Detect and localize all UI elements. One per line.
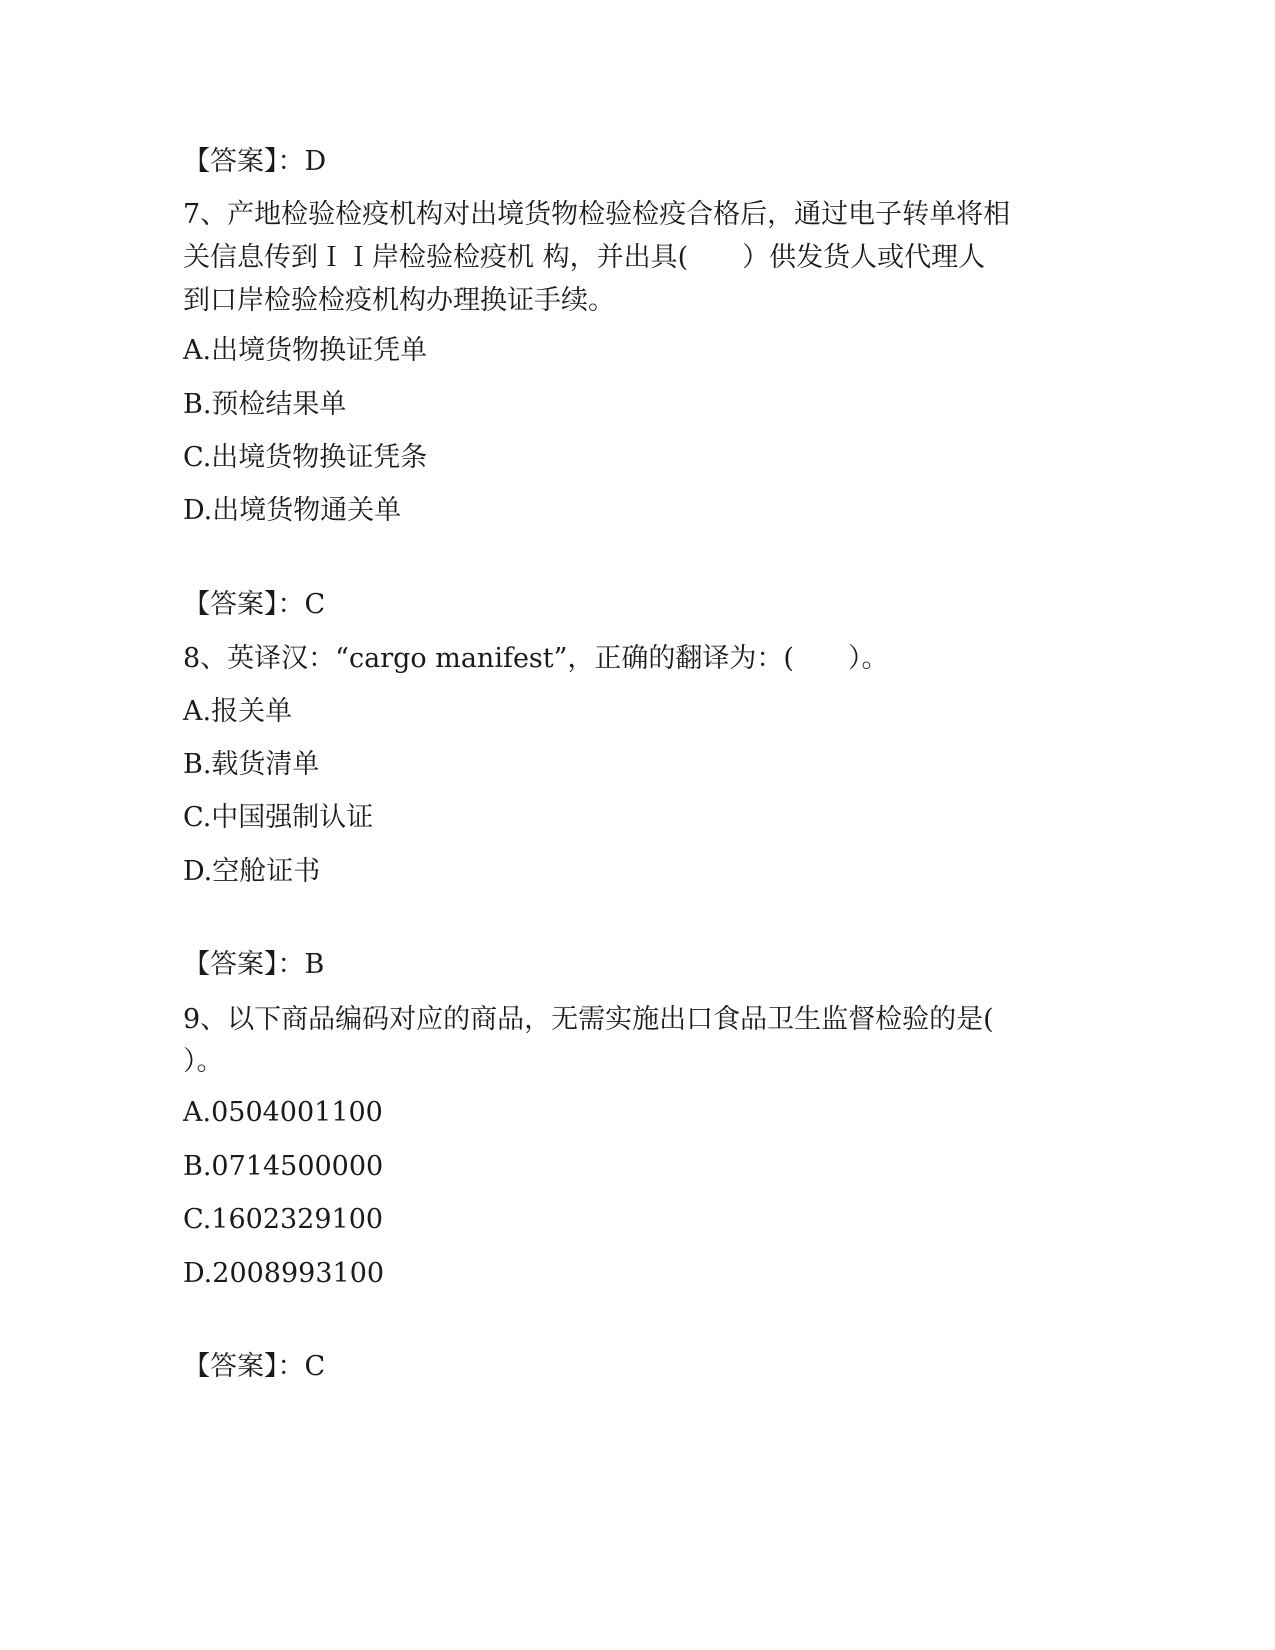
answer-q8: 【答案】：B: [183, 949, 325, 980]
question-9-option-a: A.0504001100: [183, 1097, 383, 1128]
question-9-stem-line-2: ）。: [183, 1046, 224, 1077]
question-8-option-b: B.载货清单: [183, 749, 320, 780]
question-9-stem-line-1: 9、以下商品编码对应的商品，无需实施出口食品卫生监督检验的是(: [183, 1004, 994, 1035]
question-8-option-a: A.报关单: [183, 696, 293, 727]
question-7-option-a: A.出境货物换证凭单: [183, 335, 428, 366]
question-7-stem-line-3: 到口岸检验检疫机构办理换证手续。: [183, 285, 615, 316]
question-9-option-b: B.0714500000: [183, 1151, 384, 1182]
question-8-option-d: D.空舱证书: [183, 856, 321, 887]
question-7-option-c: C.出境货物换证凭条: [183, 442, 428, 473]
answer-q6: 【答案】：D: [183, 146, 327, 177]
answer-q7: 【答案】：C: [183, 589, 326, 620]
question-9-option-c: C.1602329100: [183, 1204, 384, 1235]
question-7-stem-line-2: 关信息传到ＩＩ岸检验检疫机 构，并出具( ）供发货人或代理人: [183, 242, 986, 273]
question-8-option-c: C.中国强制认证: [183, 802, 374, 833]
question-9-option-d: D.2008993100: [183, 1258, 385, 1289]
question-7-option-d: D.出境货物通关单: [183, 495, 402, 526]
question-8-stem-line-1: 8、英译汉：“cargo manifest”，正确的翻译为：( ）。: [183, 643, 889, 674]
question-7-option-b: B.预检结果单: [183, 389, 347, 420]
question-7-stem-line-1: 7、产地检验检疫机构对出境货物检验检疫合格后，通过电子转单将相: [183, 199, 1011, 230]
answer-q9: 【答案】：C: [183, 1351, 326, 1382]
